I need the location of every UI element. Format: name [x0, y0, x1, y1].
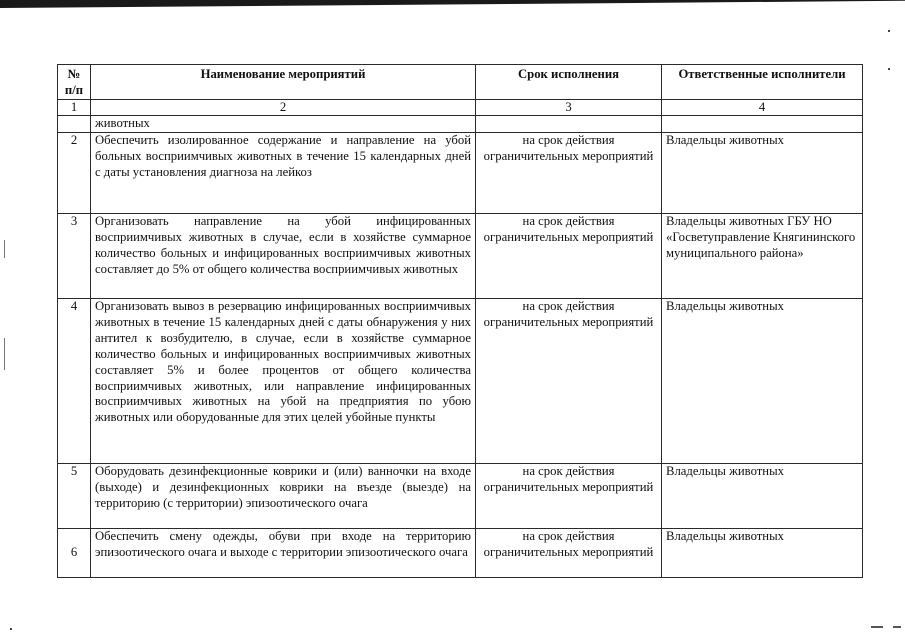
table-row [58, 214, 863, 299]
column-number: 4 [662, 100, 863, 116]
row-number: 5 [58, 464, 91, 529]
table-row [58, 529, 863, 578]
column-number: 1 [58, 100, 91, 116]
measure-responsible: Владельцы животных [662, 299, 863, 464]
scan-artifact [4, 240, 5, 258]
column-number-row [58, 100, 863, 116]
continuation-row [58, 116, 863, 133]
row-number: 3 [58, 214, 91, 299]
column-number: 3 [476, 100, 662, 116]
header-responsible: Ответственные исполнители [662, 65, 863, 100]
header-number: № п/п [58, 65, 91, 100]
scan-top-edge [0, 0, 905, 8]
cell-responsible [662, 116, 863, 133]
scan-artifact [888, 30, 890, 32]
scan-artifact [888, 68, 890, 70]
header-name: Наименование мероприятий [91, 65, 476, 100]
row-number: 2 [58, 133, 91, 214]
cell-number [58, 116, 91, 133]
measure-name: Обеспечить изолированное содержание и направление на убой больных восприимчивых животных в течение 15 календарных дней с даты установления диагноза на лейкоз [91, 133, 476, 214]
table-row [58, 299, 863, 464]
cell-term [476, 116, 662, 133]
header-term: Срок исполнения [476, 65, 662, 100]
row-number: 4 [58, 299, 91, 464]
measure-responsible: Владельцы животных ГБУ НО «Госветуправление Княгининского муниципального района» [662, 214, 863, 299]
table-header-row [58, 65, 863, 100]
column-number: 2 [91, 100, 476, 116]
measure-name: Организовать вывоз в резервацию инфицированных восприимчивых животных в течение 15 календарных дней с даты обнаружения у них антител к возбудителю, в случае, если в хозяйстве суммарное количество больных и инфицированных восприимчивых животных составляет 5% и более процентов от общего количества восприимчивых животных, или направление инфицированных восприимчивых животных на убой на предприятия по убою животных или оборудованные для этих целей убойные пункты [91, 299, 476, 464]
measure-name: Организовать направление на убой инфицированных восприимчивых животных в случае, если в хозяйстве суммарное количество больных и инфицированных восприимчивых животных составляет до 5% от общего количества восприимчивых животных [91, 214, 476, 299]
measure-responsible: Владельцы животных [662, 464, 863, 529]
measures-table [57, 64, 863, 578]
scan-artifact [10, 628, 12, 630]
continuation-text: животных [91, 116, 476, 133]
measure-responsible: Владельцы животных [662, 133, 863, 214]
measure-term: на срок действия ограничительных мероприятий [476, 214, 662, 299]
measure-term: на срок действия ограничительных мероприятий [476, 464, 662, 529]
table-row [58, 133, 863, 214]
measure-term: на срок действия ограничительных мероприятий [476, 133, 662, 214]
measure-name: Оборудовать дезинфекционные коврики и (или) ванночки на входе (выходе) и дезинфекционных коврики на въезде (выезде) на территорию (с территории) эпизоотического очага [91, 464, 476, 529]
scan-artifact [871, 626, 883, 628]
row-number: 6 [58, 529, 91, 578]
scan-artifact [893, 626, 901, 628]
table-row [58, 464, 863, 529]
measure-term: на срок действия ограничительных мероприятий [476, 529, 662, 578]
measure-responsible: Владельцы животных [662, 529, 863, 578]
measure-name: Обеспечить смену одежды, обуви при входе на территорию эпизоотического очага и выходе с территории эпизоотического очага [91, 529, 476, 578]
measure-term: на срок действия ограничительных мероприятий [476, 299, 662, 464]
scan-artifact [4, 338, 5, 370]
